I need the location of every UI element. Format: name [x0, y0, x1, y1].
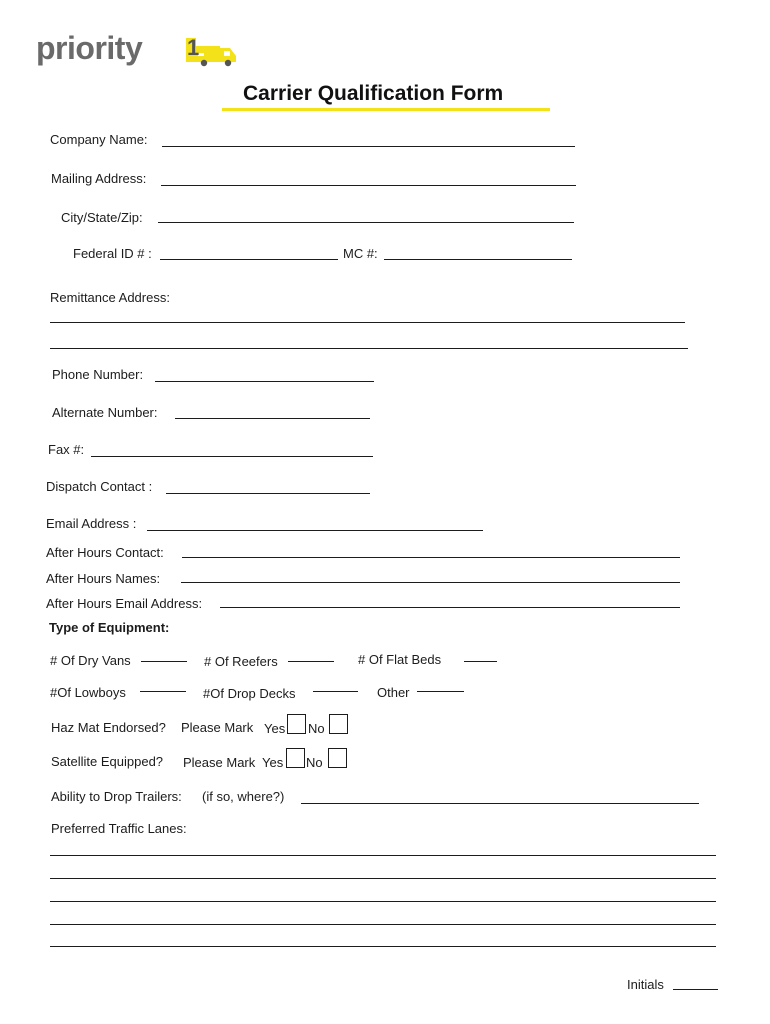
logo-wordmark: priority: [36, 30, 143, 66]
alternate-number-field[interactable]: [175, 418, 370, 419]
after-hours-names-label: After Hours Names:: [46, 571, 161, 586]
company-name-label: Company Name:: [50, 132, 148, 147]
fax-label: Fax #:: [48, 442, 85, 457]
remittance-address-line-1[interactable]: [50, 322, 685, 323]
after-hours-email-label: After Hours Email Address:: [46, 596, 203, 611]
satellite-yes-checkbox[interactable]: [286, 748, 305, 768]
initials-field[interactable]: [673, 989, 718, 990]
phone-number-label: Phone Number:: [52, 367, 144, 382]
satellite-question: Satellite Equipped?: [51, 754, 164, 769]
hazmat-no-label: No: [308, 721, 325, 736]
dry-vans-label: # Of Dry Vans: [50, 653, 131, 668]
initials-label: Initials: [627, 977, 664, 992]
mailing-address-label: Mailing Address:: [51, 171, 147, 186]
mc-number-field[interactable]: [384, 259, 572, 260]
traffic-lanes-line-2[interactable]: [50, 878, 716, 879]
alternate-number-label: Alternate Number:: [52, 405, 158, 420]
federal-id-label: Federal ID # :: [73, 246, 152, 261]
city-state-zip-field[interactable]: [158, 222, 574, 223]
logo: [36, 28, 206, 72]
logo-badge-number: 1: [187, 35, 200, 60]
satellite-yes-label: Yes: [262, 755, 284, 770]
equipment-heading: Type of Equipment:: [49, 620, 170, 635]
hazmat-yes-label: Yes: [264, 721, 286, 736]
after-hours-names-field[interactable]: [181, 582, 680, 583]
dispatch-contact-label: Dispatch Contact :: [46, 479, 153, 494]
lowboys-field[interactable]: [140, 691, 186, 692]
flat-beds-label: # Of Flat Beds: [358, 652, 442, 667]
other-field[interactable]: [417, 691, 464, 692]
company-name-field[interactable]: [162, 146, 575, 147]
federal-id-field[interactable]: [160, 259, 338, 260]
traffic-lanes-label: Preferred Traffic Lanes:: [51, 821, 187, 836]
reefers-label: # Of Reefers: [204, 654, 278, 669]
lowboys-label: #Of Lowboys: [50, 685, 126, 700]
traffic-lanes-line-3[interactable]: [50, 901, 716, 902]
traffic-lanes-line-5[interactable]: [50, 946, 716, 947]
traffic-lanes-line-4[interactable]: [50, 924, 716, 925]
after-hours-contact-label: After Hours Contact:: [46, 545, 164, 560]
mailing-address-field[interactable]: [161, 185, 576, 186]
title-underline: [222, 108, 550, 111]
after-hours-contact-field[interactable]: [182, 557, 680, 558]
mc-number-label: MC #:: [343, 246, 378, 261]
satellite-no-label: No: [306, 755, 323, 770]
reefers-field[interactable]: [288, 661, 334, 662]
hazmat-yes-checkbox[interactable]: [287, 714, 306, 734]
dry-vans-field[interactable]: [141, 661, 187, 662]
hazmat-question: Haz Mat Endorsed?: [51, 720, 166, 735]
after-hours-email-field[interactable]: [220, 607, 680, 608]
phone-number-field[interactable]: [155, 381, 374, 382]
hazmat-no-checkbox[interactable]: [329, 714, 348, 734]
drop-trailers-hint: (if so, where?): [202, 789, 285, 804]
drop-decks-field[interactable]: [313, 691, 358, 692]
page-title: Carrier Qualification Form: [243, 82, 504, 105]
remittance-address-label: Remittance Address:: [50, 290, 170, 305]
drop-trailers-question: Ability to Drop Trailers:: [51, 789, 182, 804]
satellite-no-checkbox[interactable]: [328, 748, 347, 768]
traffic-lanes-line-1[interactable]: [50, 855, 716, 856]
fax-field[interactable]: [91, 456, 373, 457]
satellite-instruction: Please Mark: [183, 755, 256, 770]
drop-trailers-field[interactable]: [301, 803, 699, 804]
remittance-address-line-2[interactable]: [50, 348, 688, 349]
dispatch-contact-field[interactable]: [166, 493, 370, 494]
drop-decks-label: #Of Drop Decks: [203, 686, 296, 701]
other-label: Other: [377, 685, 410, 700]
email-address-label: Email Address :: [46, 516, 137, 531]
hazmat-instruction: Please Mark: [181, 720, 254, 735]
email-address-field[interactable]: [147, 530, 483, 531]
flat-beds-field[interactable]: [464, 661, 497, 662]
city-state-zip-label: City/State/Zip:: [61, 210, 143, 225]
